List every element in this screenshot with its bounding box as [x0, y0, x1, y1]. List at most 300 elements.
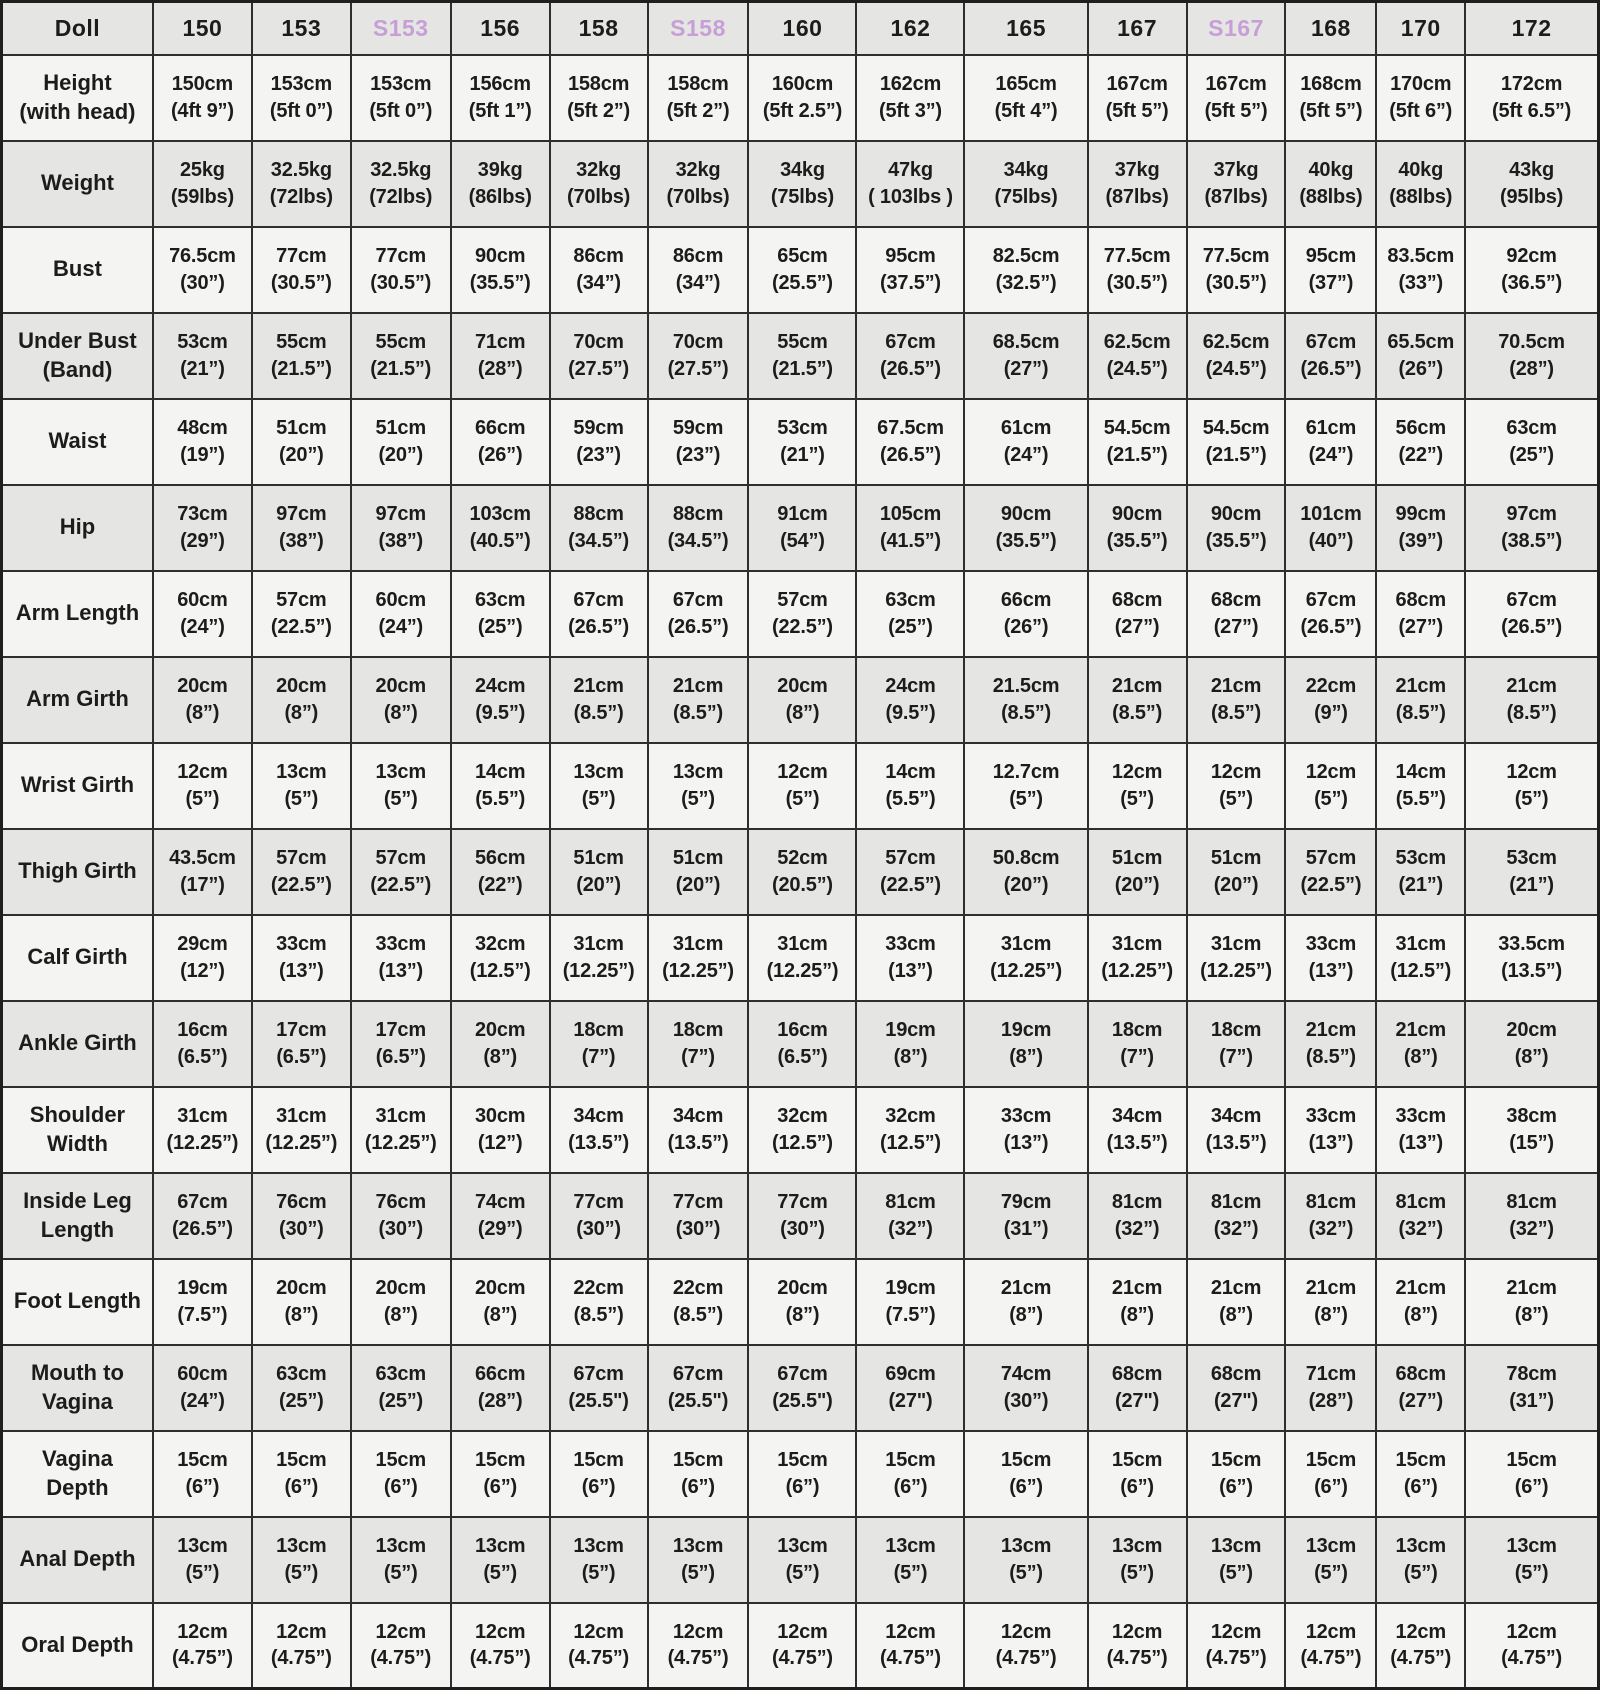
imperial-value: (27”)	[1398, 1389, 1444, 1412]
column-header-167: 167	[1088, 2, 1187, 55]
row-label: Vagina Depth	[2, 1431, 153, 1517]
measurement-cell	[856, 915, 964, 1001]
metric-value: 73cm	[177, 503, 228, 526]
imperial-value: (22.5”)	[370, 873, 432, 896]
imperial-value: (8.5”)	[673, 1303, 723, 1326]
imperial-value: (8”)	[893, 1045, 928, 1068]
measurement-cell	[856, 743, 964, 829]
metric-value: 70cm	[672, 331, 724, 354]
measurement-cell	[351, 313, 451, 399]
imperial-value: (5”)	[681, 787, 715, 810]
imperial-value: (30”)	[279, 1217, 324, 1240]
metric-value: 19cm	[1000, 1019, 1052, 1042]
measurement-cell	[1088, 141, 1187, 227]
measurement-cell	[964, 915, 1087, 1001]
metric-value: 31cm	[1210, 933, 1262, 956]
imperial-value: (88lbs)	[1389, 185, 1453, 208]
measurement-cell	[748, 227, 856, 313]
metric-value: 67cm	[672, 589, 724, 612]
metric-value: 12cm	[672, 1620, 724, 1643]
table-row	[2, 313, 1599, 399]
metric-value: 88cm	[573, 503, 624, 526]
measurement-cell	[1285, 1517, 1376, 1603]
imperial-value: (35.5”)	[1106, 529, 1168, 552]
imperial-value: (12.25”)	[662, 959, 734, 982]
metric-value: 69cm	[885, 1363, 936, 1386]
measurement-cell	[1088, 571, 1187, 657]
metric-value: 162cm	[879, 73, 942, 96]
metric-value: 90cm	[474, 245, 526, 268]
metric-value: 51cm	[1111, 847, 1163, 870]
metric-value: 97cm	[276, 503, 327, 526]
metric-value: 168cm	[1300, 73, 1362, 96]
measurement-cell	[1376, 313, 1465, 399]
metric-value: 12cm	[375, 1620, 426, 1643]
table-header	[2, 2, 1599, 55]
measurement-cell	[1285, 743, 1376, 829]
measurement-cell	[1187, 657, 1286, 743]
measurement-cell	[648, 141, 749, 227]
measurement-cell	[252, 657, 351, 743]
measurement-cell	[1465, 141, 1598, 227]
metric-value: 13cm	[885, 1535, 936, 1558]
measurement-cell	[451, 657, 550, 743]
imperial-value: (17”)	[180, 873, 225, 896]
measurement-cell	[1187, 1259, 1286, 1345]
imperial-value: (8”)	[383, 701, 418, 724]
imperial-value: (13”)	[1308, 1131, 1354, 1154]
metric-value: 15cm	[885, 1449, 936, 1472]
metric-value: 90cm	[1111, 503, 1163, 526]
metric-value: 76cm	[276, 1191, 327, 1214]
metric-value: 29cm	[177, 933, 228, 956]
metric-value: 15cm	[474, 1449, 526, 1472]
imperial-value: (5”)	[284, 1561, 319, 1584]
imperial-value: (20”)	[1114, 873, 1160, 896]
imperial-value: (32”)	[1308, 1217, 1354, 1240]
measurement-cell	[550, 1087, 648, 1173]
measurement-cell	[451, 485, 550, 571]
measurement-cell	[1285, 227, 1376, 313]
metric-value: 68cm	[1395, 589, 1446, 612]
measurement-cell	[648, 485, 749, 571]
imperial-value: (5”)	[1514, 1561, 1549, 1584]
imperial-value: (5”)	[1403, 1561, 1438, 1584]
measurement-cell	[856, 1259, 964, 1345]
metric-value: 37kg	[1213, 159, 1259, 182]
imperial-value: (8”)	[284, 701, 319, 724]
measurement-cell	[648, 829, 749, 915]
imperial-value: (24.5”)	[1205, 357, 1267, 380]
metric-value: 32kg	[675, 159, 721, 182]
measurement-cell	[153, 313, 252, 399]
imperial-value: (28”)	[1308, 1389, 1354, 1412]
imperial-value: (86lbs)	[468, 185, 532, 208]
metric-value: 67cm	[672, 1363, 724, 1386]
metric-value: 17cm	[276, 1019, 327, 1042]
metric-value: 33cm	[1305, 1105, 1357, 1128]
metric-value: 68cm	[1111, 589, 1163, 612]
metric-value: 86cm	[573, 245, 624, 268]
metric-value: 53cm	[1506, 847, 1557, 870]
imperial-value: (7.5”)	[177, 1303, 228, 1326]
imperial-value: (6.5”)	[777, 1045, 828, 1068]
metric-value: 30cm	[474, 1105, 526, 1128]
measurement-cell	[648, 657, 749, 743]
imperial-value: (6.5”)	[276, 1045, 327, 1068]
table-row	[2, 1345, 1599, 1431]
measurement-cell	[153, 399, 252, 485]
imperial-value: (5”)	[185, 787, 220, 810]
metric-value: 13cm	[1305, 1535, 1357, 1558]
metric-value: 13cm	[672, 761, 724, 784]
metric-value: 153cm	[270, 73, 332, 96]
metric-value: 14cm	[1395, 761, 1446, 784]
row-label: Hip	[2, 485, 153, 571]
metric-value: 34cm	[1111, 1105, 1163, 1128]
measurement-cell	[1285, 55, 1376, 141]
measurement-cell	[856, 571, 964, 657]
measurement-cell	[451, 1345, 550, 1431]
measurement-cell	[1187, 399, 1286, 485]
row-label: Arm Girth	[2, 657, 153, 743]
measurement-cell	[1376, 1517, 1465, 1603]
imperial-value: (20”)	[1213, 873, 1259, 896]
measurement-cell	[1088, 1517, 1187, 1603]
metric-value: 33cm	[885, 933, 936, 956]
metric-value: 77cm	[276, 245, 327, 268]
imperial-value: (24”)	[378, 615, 424, 638]
measurement-cell	[1285, 1173, 1376, 1259]
metric-value: 15cm	[777, 1449, 828, 1472]
measurement-cell	[1285, 657, 1376, 743]
imperial-value: (88lbs)	[1299, 185, 1363, 208]
imperial-value: (8”)	[284, 1303, 319, 1326]
measurement-cell	[1465, 227, 1598, 313]
measurement-cell	[856, 1517, 964, 1603]
metric-value: 19cm	[177, 1277, 228, 1300]
metric-value: 21cm	[1395, 1019, 1446, 1042]
measurement-cell	[1376, 1345, 1465, 1431]
imperial-value: (70lbs)	[666, 185, 730, 208]
measurement-cell	[1376, 571, 1465, 657]
metric-value: 32.5kg	[270, 159, 332, 182]
measurement-cell	[351, 141, 451, 227]
imperial-value: (8”)	[483, 1045, 517, 1068]
metric-value: 81cm	[885, 1191, 936, 1214]
measurement-cell	[1465, 657, 1598, 743]
imperial-value: (5”)	[1514, 787, 1549, 810]
imperial-value: (8.5”)	[1506, 701, 1557, 724]
measurement-cell	[748, 829, 856, 915]
imperial-value: (27”)	[1003, 357, 1049, 380]
metric-value: 13cm	[1111, 1535, 1163, 1558]
imperial-value: (25”)	[888, 615, 933, 638]
measurement-cell	[550, 571, 648, 657]
metric-value: 39kg	[477, 159, 523, 182]
imperial-value: (4.75”)	[370, 1647, 432, 1670]
measurement-cell	[451, 313, 550, 399]
table-row	[2, 399, 1599, 485]
metric-value: 13cm	[777, 1535, 828, 1558]
metric-value: 34kg	[1003, 159, 1049, 182]
measurement-cell	[451, 915, 550, 1001]
measurement-cell	[451, 227, 550, 313]
measurement-cell	[748, 1001, 856, 1087]
measurement-cell	[648, 1345, 749, 1431]
measurement-cell	[153, 227, 252, 313]
row-label: Wrist Girth	[2, 743, 153, 829]
imperial-value: (6”)	[185, 1475, 220, 1498]
imperial-value: (13.5”)	[1205, 1131, 1267, 1154]
metric-value: 158cm	[667, 73, 729, 96]
measurement-cell	[1465, 1603, 1598, 1689]
imperial-value: (5”)	[1219, 1561, 1253, 1584]
metric-value: 12cm	[1210, 761, 1262, 784]
metric-value: 12cm	[1395, 1620, 1446, 1643]
imperial-value: (24”)	[1308, 443, 1354, 466]
metric-value: 15cm	[1111, 1449, 1163, 1472]
measurement-cell	[1285, 399, 1376, 485]
measurement-cell	[153, 1431, 252, 1517]
metric-value: 20cm	[375, 675, 426, 698]
imperial-value: (13”)	[279, 959, 324, 982]
measurement-cell	[451, 1517, 550, 1603]
measurement-cell	[1088, 1173, 1187, 1259]
metric-value: 40kg	[1308, 159, 1354, 182]
measurement-cell	[550, 743, 648, 829]
metric-value: 68cm	[1395, 1363, 1446, 1386]
imperial-value: (87lbs)	[1204, 185, 1268, 208]
imperial-value: (13”)	[1398, 1131, 1444, 1154]
imperial-value: (25”)	[1509, 443, 1554, 466]
imperial-value: (8.5”)	[573, 1303, 624, 1326]
measurement-cell	[648, 1431, 749, 1517]
metric-value: 21cm	[1305, 1019, 1357, 1042]
measurement-cell	[748, 915, 856, 1001]
imperial-value: (8”)	[785, 1303, 820, 1326]
metric-value: 18cm	[672, 1019, 724, 1042]
metric-value: 17cm	[375, 1019, 426, 1042]
metric-value: 19cm	[885, 1019, 936, 1042]
measurement-cell	[1088, 1345, 1187, 1431]
metric-value: 51cm	[672, 847, 724, 870]
table-row	[2, 1431, 1599, 1517]
imperial-value: (5”)	[483, 1561, 517, 1584]
metric-value: 31cm	[573, 933, 624, 956]
imperial-value: (36.5”)	[1501, 271, 1562, 294]
imperial-value: (7”)	[681, 1045, 715, 1068]
metric-value: 20cm	[474, 1019, 526, 1042]
measurement-cell	[964, 829, 1087, 915]
imperial-value: (9”)	[1314, 701, 1348, 724]
row-label: Mouth to Vagina	[2, 1345, 153, 1431]
metric-value: 15cm	[1210, 1449, 1262, 1472]
measurement-cell	[964, 1001, 1087, 1087]
measurement-cell	[648, 55, 749, 141]
measurement-cell	[451, 55, 550, 141]
metric-value: 63cm	[885, 589, 936, 612]
metric-value: 61cm	[1000, 417, 1052, 440]
table-row	[2, 1259, 1599, 1345]
imperial-value: (5ft 6”)	[1389, 99, 1453, 122]
metric-value: 53cm	[777, 417, 828, 440]
measurement-cell	[1376, 915, 1465, 1001]
metric-value: 13cm	[1000, 1535, 1052, 1558]
measurement-cell	[748, 657, 856, 743]
metric-value: 57cm	[777, 589, 828, 612]
metric-value: 33cm	[276, 933, 327, 956]
metric-value: 62.5cm	[1103, 331, 1171, 354]
measurement-cell	[964, 1431, 1087, 1517]
imperial-value: (26.5”)	[667, 615, 729, 638]
measurement-cell	[451, 829, 550, 915]
imperial-value: (24.5”)	[1106, 357, 1168, 380]
imperial-value: (8.5”)	[1395, 701, 1446, 724]
metric-value: 18cm	[1210, 1019, 1262, 1042]
imperial-value: (5ft 6.5”)	[1492, 99, 1572, 122]
table-body	[2, 55, 1599, 1689]
metric-value: 48cm	[177, 417, 228, 440]
measurement-cell	[550, 915, 648, 1001]
imperial-value: (6”)	[785, 1475, 820, 1498]
imperial-value: (12.5”)	[880, 1131, 941, 1154]
imperial-value: (8.5”)	[1211, 701, 1261, 724]
metric-value: 15cm	[1305, 1449, 1357, 1472]
measurement-cell	[964, 399, 1087, 485]
measurement-cell	[252, 1431, 351, 1517]
metric-value: 66cm	[1000, 589, 1052, 612]
imperial-value: (6”)	[284, 1475, 319, 1498]
measurement-cell	[1285, 1259, 1376, 1345]
measurement-cell	[748, 1603, 856, 1689]
metric-value: 57cm	[276, 589, 327, 612]
imperial-value: (32.5”)	[995, 271, 1057, 294]
metric-value: 20cm	[276, 1277, 327, 1300]
metric-value: 15cm	[1395, 1449, 1446, 1472]
imperial-value: (25.5”)	[772, 271, 833, 294]
measurement-cell	[153, 829, 252, 915]
imperial-value: (5.5”)	[885, 787, 936, 810]
measurement-cell	[1465, 1345, 1598, 1431]
metric-value: 81cm	[1305, 1191, 1357, 1214]
metric-value: 43.5cm	[169, 847, 236, 870]
measurement-cell	[252, 227, 351, 313]
metric-value: 31cm	[1111, 933, 1163, 956]
metric-value: 53cm	[1395, 847, 1446, 870]
metric-value: 105cm	[879, 503, 942, 526]
imperial-value: (13.5”)	[667, 1131, 729, 1154]
measurement-cell	[1465, 1173, 1598, 1259]
metric-value: 95cm	[885, 245, 936, 268]
metric-value: 13cm	[1395, 1535, 1446, 1558]
imperial-value: (38”)	[378, 529, 424, 552]
measurement-cell	[1376, 399, 1465, 485]
measurement-cell	[1376, 743, 1465, 829]
imperial-value: (5ft 2”)	[567, 99, 630, 122]
metric-value: 13cm	[672, 1535, 724, 1558]
imperial-value: (70lbs)	[567, 185, 631, 208]
metric-value: 65cm	[777, 245, 828, 268]
imperial-value: (5ft 0”)	[269, 99, 333, 122]
imperial-value: (5”)	[1314, 1561, 1348, 1584]
imperial-value: (8”)	[1219, 1303, 1253, 1326]
imperial-value: (4.75”)	[995, 1647, 1057, 1670]
measurement-cell	[153, 571, 252, 657]
imperial-value: (24”)	[180, 1389, 225, 1412]
imperial-value: (5.5”)	[1395, 787, 1446, 810]
column-header-170: 170	[1376, 2, 1465, 55]
imperial-value: (54”)	[780, 529, 825, 552]
measurement-cell	[964, 657, 1087, 743]
measurement-cell	[351, 571, 451, 657]
metric-value: 60cm	[375, 589, 426, 612]
measurement-cell	[153, 1173, 252, 1259]
measurement-cell	[1285, 1001, 1376, 1087]
imperial-value: (25.5")	[568, 1389, 629, 1412]
measurement-cell	[1088, 1431, 1187, 1517]
metric-value: 63cm	[276, 1363, 327, 1386]
metric-value: 12cm	[276, 1620, 327, 1643]
measurement-cell	[252, 313, 351, 399]
measurement-cell	[748, 141, 856, 227]
imperial-value: (5”)	[785, 1561, 820, 1584]
column-header-150: 150	[153, 2, 252, 55]
imperial-value: (40.5”)	[469, 529, 531, 552]
column-header-s158: S158	[648, 2, 749, 55]
metric-value: 67cm	[1305, 589, 1357, 612]
imperial-value: (35.5”)	[995, 529, 1057, 552]
metric-value: 103cm	[469, 503, 531, 526]
measurement-cell	[550, 399, 648, 485]
metric-value: 20cm	[375, 1277, 426, 1300]
measurement-cell	[252, 485, 351, 571]
imperial-value: (5”)	[893, 1561, 928, 1584]
measurement-cell	[748, 485, 856, 571]
metric-value: 12.7cm	[992, 761, 1060, 784]
imperial-value: (22.5”)	[270, 873, 332, 896]
metric-value: 13cm	[573, 1535, 624, 1558]
imperial-value: (41.5”)	[880, 529, 941, 552]
metric-value: 150cm	[171, 73, 234, 96]
measurement-cell	[153, 1259, 252, 1345]
metric-value: 60cm	[177, 1363, 228, 1386]
metric-value: 15cm	[573, 1449, 624, 1472]
metric-value: 12cm	[1506, 761, 1557, 784]
imperial-value: (20”)	[279, 443, 324, 466]
imperial-value: (34.5”)	[667, 529, 729, 552]
measurement-cell	[252, 399, 351, 485]
metric-value: 12cm	[1111, 761, 1163, 784]
metric-value: 68cm	[1210, 1363, 1262, 1386]
imperial-value: (5”)	[1314, 787, 1348, 810]
measurement-cell	[451, 1603, 550, 1689]
measurement-cell	[856, 1173, 964, 1259]
imperial-value: (19”)	[180, 443, 225, 466]
measurement-cell	[964, 1517, 1087, 1603]
imperial-value: (12”)	[477, 1131, 523, 1154]
column-header-165: 165	[964, 2, 1087, 55]
measurement-cell	[550, 657, 648, 743]
metric-value: 12cm	[177, 1620, 228, 1643]
measurement-cell	[153, 1517, 252, 1603]
measurement-cell	[748, 399, 856, 485]
metric-value: 21cm	[573, 675, 624, 698]
measurement-cell	[1187, 1431, 1286, 1517]
measurement-cell	[1285, 571, 1376, 657]
metric-value: 31cm	[276, 1105, 327, 1128]
imperial-value: (6”)	[1314, 1475, 1348, 1498]
